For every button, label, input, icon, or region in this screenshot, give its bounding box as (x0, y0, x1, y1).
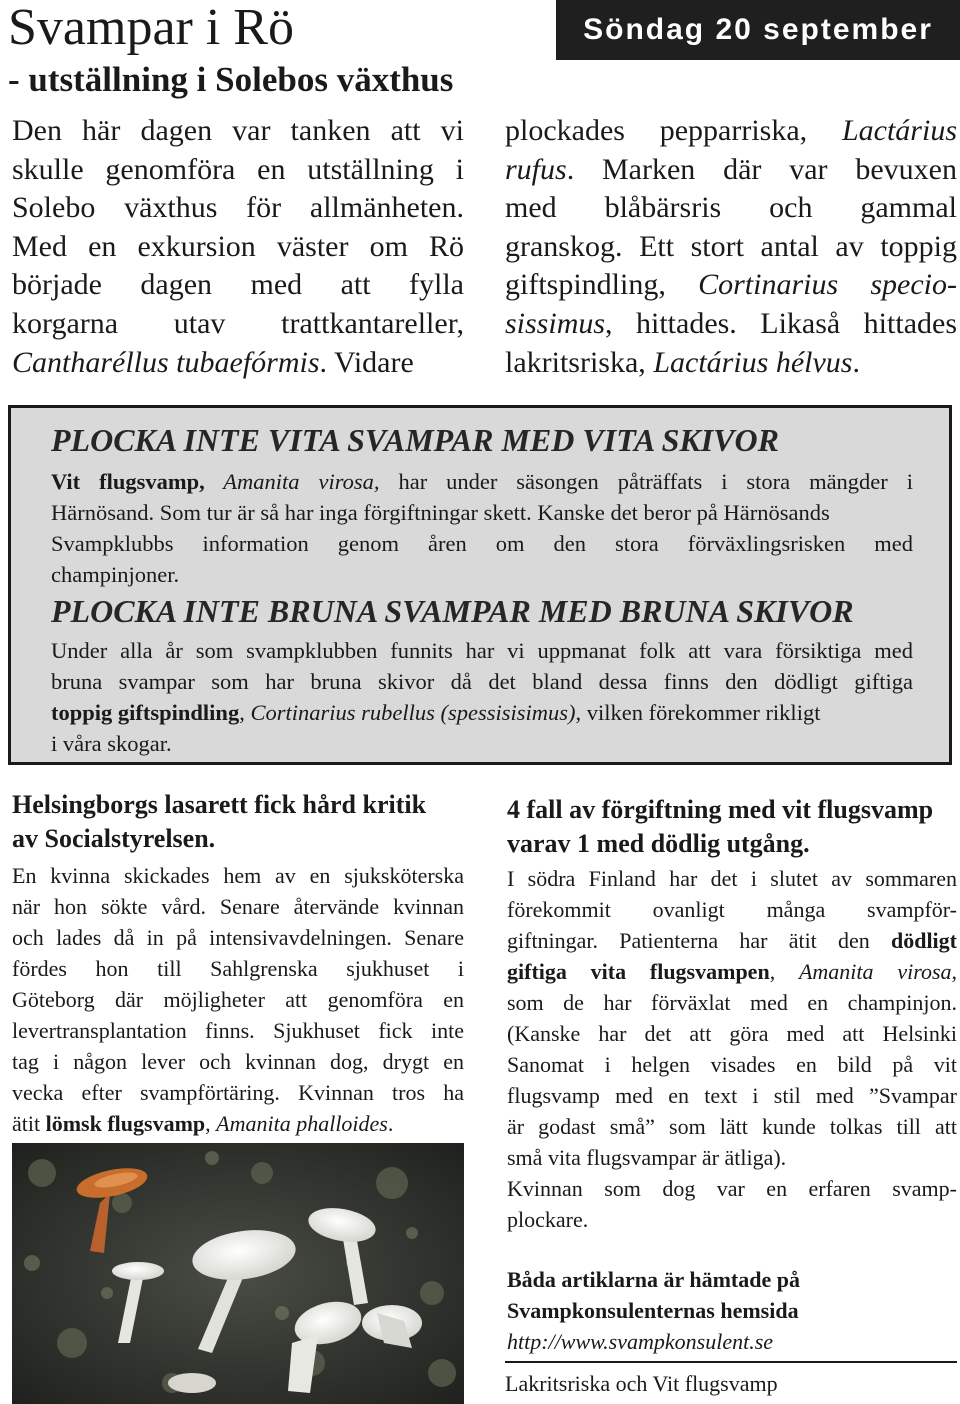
warning-line: champinjoner. (51, 562, 180, 587)
intro-line (505, 305, 957, 344)
article-line: och lades då in på intensivavdelningen. Senare (12, 925, 464, 950)
article-line: plockare. (507, 1207, 589, 1232)
species-name: sissimus (505, 306, 606, 340)
intro-line (505, 228, 957, 267)
sources-line: Svampkonsulenternas hemsida (507, 1298, 799, 1323)
page-title: Svampar i Rö (8, 0, 294, 56)
article-text: giftningar. Patienterna har ätit den (507, 928, 891, 953)
article-headline: varav 1 med dödlig utgång. (507, 829, 810, 858)
warning-text: , vilken förekommer rikligt (575, 700, 821, 725)
article-line: som de har förväxlat med en champinjon. (507, 990, 957, 1015)
mushroom-photo (12, 1143, 464, 1404)
intro-right-column (505, 112, 957, 382)
species-common-name: giftiga vita flugsvampen (507, 959, 770, 984)
species-name: Amanita virosa, (204, 469, 380, 494)
warning-line: i våra skogar. (51, 731, 172, 756)
sources-note (507, 1264, 957, 1357)
page-subtitle: - utställning i Solebos växthus (8, 60, 454, 99)
intro-text: , hittades. Likaså hittades (605, 306, 957, 340)
article-line (12, 1108, 464, 1139)
article-line: I södra Finland har det i slutet av sommaren (507, 866, 957, 891)
intro-line (12, 344, 464, 383)
species-name: Amanita virosa (798, 959, 952, 984)
species-common-name: lömsk flugsvamp (45, 1111, 206, 1136)
intro-line (505, 266, 957, 305)
warning-text: , (239, 700, 251, 725)
warning-box (8, 405, 952, 765)
article-line: (Kanske har det att göra med att Helsinki (507, 1021, 957, 1046)
intro-line: med blåbärsris och gammal (505, 191, 957, 225)
species-name: Cantharéllus tubaefórmis (12, 345, 320, 379)
article-line: En kvinna skickades hem av en sjuksköterska (12, 863, 464, 888)
species-name: Cortinarius specio- (698, 268, 958, 302)
article-text: , (769, 959, 799, 984)
intro-text: . Marken där var bevuxen (566, 152, 957, 186)
article-line: tag i någon lever och kvinnan dog, drygt en (12, 1049, 464, 1074)
warning-line: Under alla år som svampklubben funnits har vi uppmanat folk att vara försiktiga med (51, 638, 913, 663)
intro-text: . Ett stort antal av toppig (614, 229, 957, 263)
species-name: Lactárius hélvus (653, 345, 853, 379)
species-name: Cortinarius rubellus (spessisisimus) (250, 700, 576, 725)
intro-left-column (12, 112, 464, 382)
article-emphasis: dödligt (890, 928, 957, 953)
article-line: Kvinnan som dog var en erfaren svamp- (507, 1176, 957, 1201)
article-line: när hon sökte vård. Senare återvände kvinnan (12, 894, 464, 919)
article-line (507, 925, 957, 956)
species-name: rufus (505, 152, 567, 186)
warning-line: Härnösand. Som tur är så har inga förgiftningar skett. Kanske det beror på Härnösands (51, 500, 830, 525)
warning-paragraph-white (51, 466, 913, 590)
article-line (507, 956, 957, 987)
article-headline: av Socialstyrelsen. (12, 824, 216, 853)
article-line: förekommit ovanligt många svampför- (507, 897, 957, 922)
article-line: levertransplantation finns. Sjukhuset fick inte (12, 1018, 464, 1043)
article-line: är godast små” som lätt kunde tolkas till att (507, 1114, 957, 1139)
photo-caption: Lakritsriska och Vit flugsvamp (505, 1371, 778, 1396)
warning-line (51, 697, 913, 728)
right-article (507, 793, 957, 1235)
intro-line (505, 344, 957, 383)
source-url: http://www.svampkonsulent.se (507, 1329, 774, 1354)
intro-text: . Vidare (319, 345, 414, 379)
article-headline: 4 fall av förgiftning med vit flugsvamp (507, 795, 934, 824)
intro-text: . (852, 345, 860, 379)
species-common-name: toppig giftspindling (51, 700, 240, 725)
intro-line: Solebo växthus för allmänheten. (12, 191, 464, 225)
article-line: Sanomat i helgen visades en bild på vit (507, 1052, 957, 1077)
left-article (12, 788, 464, 1139)
article-headline: Helsingborgs lasarett fick hård kritik (12, 790, 427, 819)
intro-line: började dagen med att fylla (12, 268, 464, 302)
intro-text: granskog (505, 229, 615, 263)
warning-line: Svampklubbs information genom åren om den stora förväxlingsrisken med (51, 531, 913, 556)
intro-line: skulle genomföra en utställning i (12, 152, 464, 186)
species-name: Amanita phalloides (216, 1111, 388, 1136)
intro-line: Den här dagen var tanken att vi (12, 114, 464, 147)
warning-line (51, 466, 913, 497)
article-text: . (387, 1111, 394, 1136)
intro-text: giftspindling, (505, 268, 699, 302)
article-body (507, 863, 957, 1235)
warning-line: bruna svampar som har bruna skivor då det bland dessa finns den dödligt giftiga (51, 669, 913, 694)
article-line: vecka efter svampförtäring. Kvinnan tros ha (12, 1080, 464, 1105)
article-text: , (951, 959, 958, 984)
article-body (12, 860, 464, 1139)
intro-line (505, 112, 957, 151)
sources-line: Båda artiklarna är hämtade på (507, 1267, 800, 1292)
species-name: Lactárius (841, 114, 957, 147)
warning-heading-brown: PLOCKA INTE BRUNA SVAMPAR MED BRUNA SKIVOR (51, 593, 854, 629)
article-text: , (205, 1111, 217, 1136)
date-banner: Söndag 20 september (556, 0, 960, 60)
intro-text: plockades pepparriska, (505, 114, 842, 147)
warning-paragraph-brown (51, 635, 913, 759)
article-line: Göteborg där möjligheter att genomföra en (12, 987, 464, 1012)
article-text: ätit (12, 1111, 46, 1136)
intro-text: lakritsriska, (505, 345, 654, 379)
article-line: fördes hon till Sahlgrenska sjukhuset i (12, 956, 464, 981)
article-line: flugsvamp med en text i stil med ”Svampar (507, 1083, 957, 1108)
intro-line (505, 151, 957, 190)
warning-heading-white: PLOCKA INTE VITA SVAMPAR MED VITA SKIVOR (51, 422, 779, 458)
caption-divider (505, 1361, 957, 1363)
intro-line: korgarna utav trattkantareller, (12, 306, 464, 340)
warning-text: har under säsongen påträffats i stora mängder i (379, 469, 913, 494)
species-common-name: Vit flugsvamp, (51, 469, 205, 494)
article-line: små vita flugsvampar är ätliga). (507, 1145, 787, 1170)
intro-line: Med en exkursion väster om Rö (12, 229, 464, 263)
